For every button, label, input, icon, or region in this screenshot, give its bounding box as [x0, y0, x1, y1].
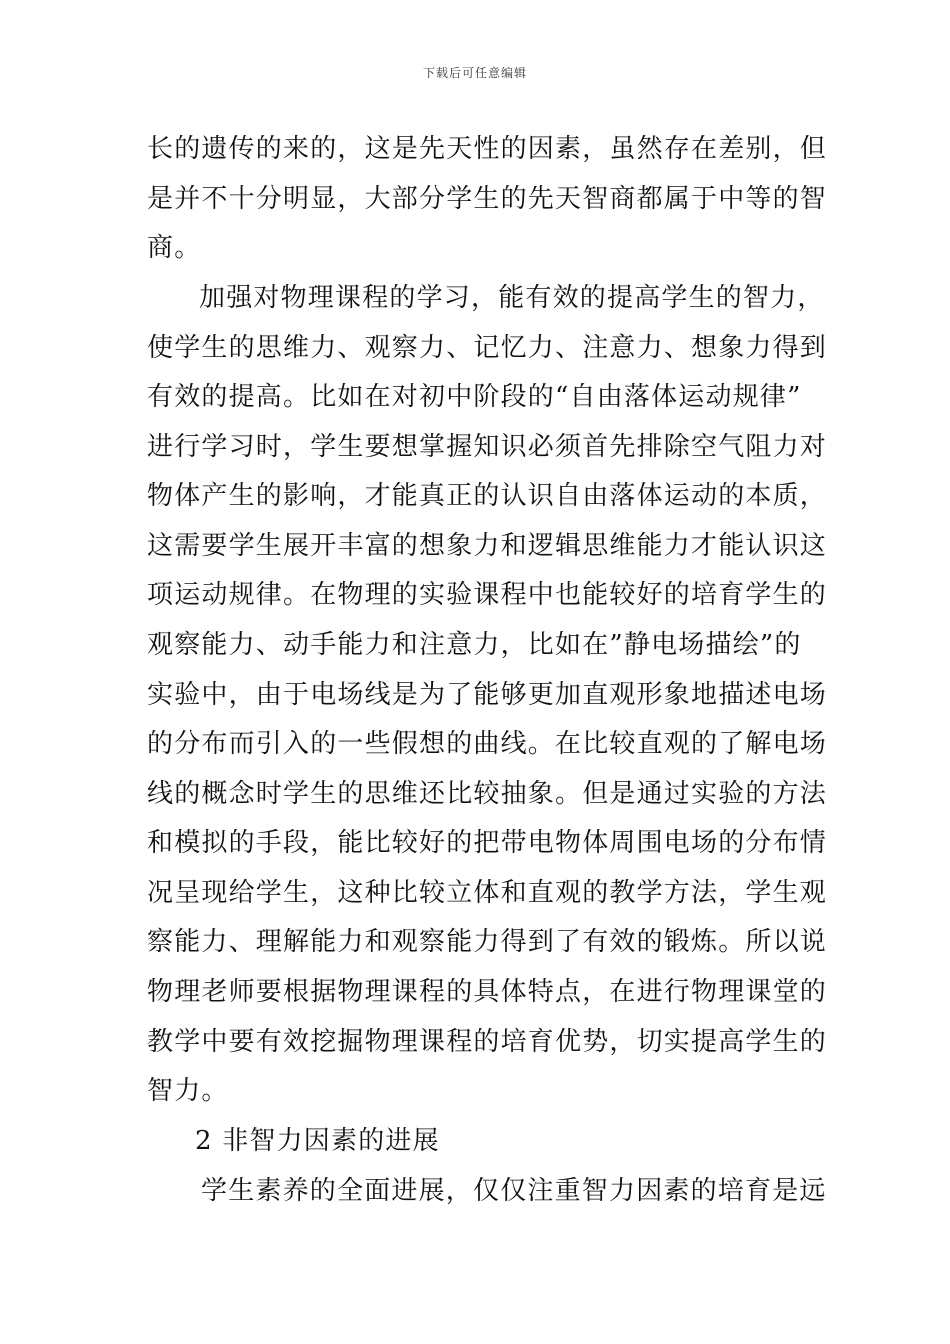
- text-line: 有效的提高。比如在对初中阶段的“自由落体运动规律”: [147, 382, 802, 412]
- text-line: 的分布而引入的一些假想的曲线。在比较直观的了解电场: [147, 729, 828, 759]
- paragraph-first-line: 加强对物理课程的学习，能有效的提高学生的智力，: [199, 283, 825, 313]
- text-line: 观察能力、动手能力和注意力，比如在”静电场描绘”的: [147, 630, 802, 660]
- text-line: 是并不十分明显，大部分学生的先天智商都属于中等的智: [147, 184, 828, 214]
- text-line: 使学生的思维力、观察力、记忆力、注意力、想象力得到: [147, 333, 828, 363]
- text-line: 商。: [147, 233, 202, 263]
- text-line: 这需要学生展开丰富的想象力和逻辑思维能力才能认识这: [147, 531, 828, 561]
- text-line: 进行学习时，学生要想掌握知识必须首先排除空气阻力对: [147, 432, 828, 462]
- section-heading: 2 非智力因素的进展: [195, 1126, 440, 1156]
- text-line: 线的概念时学生的思维还比较抽象。但是通过实验的方法: [147, 779, 828, 809]
- text-line: 物理老师要根据物理课程的具体特点，在进行物理课堂的: [147, 977, 828, 1007]
- text-line: 项运动规律。在物理的实验课程中也能较好的培育学生的: [147, 580, 828, 610]
- text-line: 物体产生的影响，才能真正的认识自由落体运动的本质，: [147, 481, 828, 511]
- text-line: 智力。: [147, 1076, 229, 1106]
- text-line: 和模拟的手段，能比较好的把带电物体周围电场的分布情: [147, 828, 828, 858]
- paragraph-first-line: 学生素养的全面进展，仅仅注重智力因素的培育是远: [201, 1176, 827, 1206]
- text-line: 教学中要有效挖掘物理课程的培育优势，切实提高学生的: [147, 1027, 828, 1057]
- text-line: 实验中，由于电场线是为了能够更加直观形象地描述电场: [147, 680, 828, 710]
- page-header: 下载后可任意编辑: [422, 66, 527, 80]
- text-line: 察能力、理解能力和观察能力得到了有效的锻炼。所以说: [147, 927, 828, 957]
- text-line: 长的遗传的来的，这是先天性的因素，虽然存在差别，但: [147, 134, 828, 164]
- text-line: 况呈现给学生，这种比较立体和直观的教学方法，学生观: [147, 878, 828, 908]
